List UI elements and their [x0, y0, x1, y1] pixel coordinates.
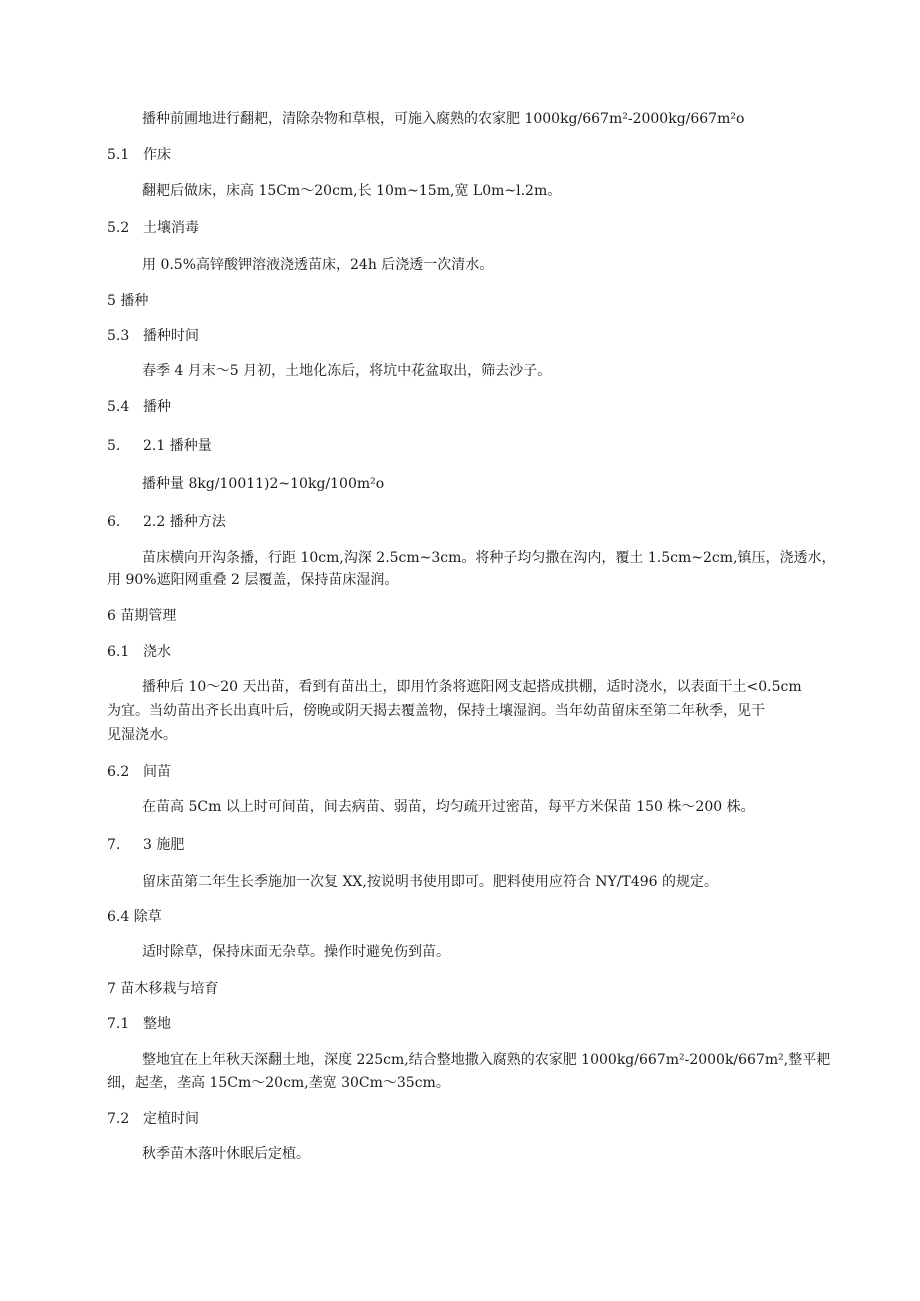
paragraph-sowing-amount: 播种量 8kg∕10011)2~10kg/100m²o	[142, 476, 385, 492]
section-title: 整地	[143, 1016, 171, 1032]
section-title: 3 施肥	[143, 837, 185, 853]
section-heading-6-3	[107, 835, 184, 855]
section-number: 6.	[107, 514, 121, 530]
section-number: 7.2	[107, 1111, 130, 1127]
paragraph-watering-line3: 见湿浇水。	[107, 727, 177, 743]
section-heading-6-1	[107, 642, 171, 662]
section-title: 2.2 播种方法	[143, 514, 226, 530]
section-number: 7.	[107, 837, 121, 853]
paragraph-soil-disinfection: 用 0.5%高锌酸钾溶液浇透苗床，24h 后浇透一次清水。	[142, 257, 494, 273]
section-title: 间苗	[143, 764, 171, 780]
section-title: 2.1 播种量	[143, 438, 212, 454]
section-title: 土壤消毒	[143, 220, 199, 236]
section-title: 播种	[143, 399, 171, 415]
paragraph-bed-making: 翻耙后做床，床高 15Cm～20cm,长 10m~15m,宽 L0m~l.2m。	[142, 183, 562, 199]
section-heading-5-4	[107, 397, 171, 417]
section-number: 6.1	[107, 644, 130, 660]
section-heading-2-2	[107, 512, 226, 532]
section-title: 定植时间	[143, 1111, 199, 1127]
section-heading-5-1	[107, 145, 171, 165]
section-heading-7: 7 苗木移栽与培育	[107, 981, 219, 997]
section-title: 浇水	[143, 644, 171, 660]
paragraph-weeding: 适时除草，保持床面无杂草。操作时避免伤到苗。	[142, 944, 450, 960]
section-number: 5.2	[107, 220, 130, 236]
paragraph-fertilizing: 留床苗第二年生长季施加一次复 XX,按说明书使用即可。肥料使用应符合 NY/T496 的规定。	[142, 874, 719, 890]
paragraph-land-preparation-line1: 整地宜在上年秋天深翻土地，深度 225cm,结合整地撒入腐熟的农家肥 1000kg/667m²-2000k∕667m²,整平耙	[142, 1052, 831, 1068]
section-heading-7-1	[107, 1014, 171, 1034]
section-heading-6: 6 苗期管理	[107, 608, 177, 624]
paragraph-land-preparation-line2: 细，起垄，垄高 15Cm～20cm,垄宽 30Cm～35cm。	[107, 1075, 450, 1091]
section-number: 6.2	[107, 764, 130, 780]
section-heading-5-2	[107, 218, 199, 238]
section-number: 5.	[107, 438, 121, 454]
paragraph-sowing-method-line2: 用 90%遮阳网重叠 2 层覆盖，保持苗床湿润。	[107, 572, 399, 588]
paragraph-watering-line2: 为宜。当幼苗出齐长出真叶后，傍晚或阴天揭去覆盖物，保持土壤湿润。当年幼苗留床至第二年秋季，见干	[107, 703, 765, 719]
paragraph-site-preparation: 播种前圃地进行翻耙，清除杂物和草根，可施入腐熟的农家肥 1000kg∕667m²-2000kg∕667m²o	[142, 111, 745, 127]
paragraph-watering-line1: 播种后 10～20 天出苗，看到有苗出土，即用竹条将遮阳网支起搭成拱棚，适时浇水，以表面干土<0.5cm	[142, 679, 802, 695]
section-heading-6-2	[107, 762, 171, 782]
paragraph-thinning: 在苗高 5Cm 以上时可间苗，间去病苗、弱苗，均匀疏开过密苗，每平方米保苗 150 株～200 株。	[142, 799, 755, 815]
section-number: 5.3	[107, 328, 130, 344]
section-number: 5.4	[107, 399, 130, 415]
paragraph-sowing-method-line1: 苗床横向开沟条播，行距 10cm,沟深 2.5cm~3cm。将种子均匀撒在沟内，覆土 1.5cm~2cm,镇压，浇透水，	[142, 550, 836, 566]
paragraph-sowing-time: 春季 4 月末～5 月初，土地化冻后，将坑中花盆取出，筛去沙子。	[142, 363, 552, 379]
section-title: 播种时间	[143, 328, 199, 344]
section-heading-7-2	[107, 1109, 199, 1129]
section-title: 作床	[143, 147, 171, 163]
section-heading-5: 5 播种	[107, 293, 149, 309]
paragraph-planting-time: 秋季苗木落叶休眠后定植。	[142, 1146, 310, 1162]
section-heading-2-1	[107, 436, 212, 456]
section-number: 7.1	[107, 1016, 130, 1032]
section-number: 5.1	[107, 147, 130, 163]
section-heading-6-4: 6.4 除草	[107, 909, 162, 925]
section-heading-5-3	[107, 326, 199, 346]
